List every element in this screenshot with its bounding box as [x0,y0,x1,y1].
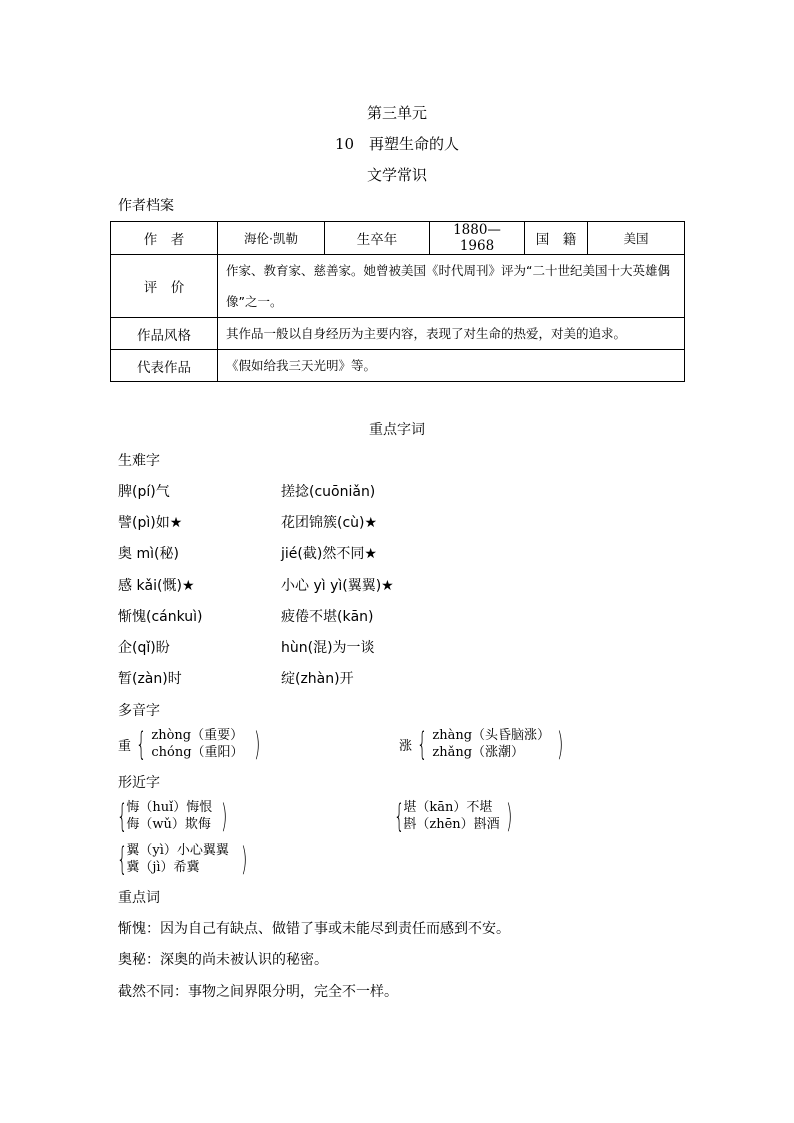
left-brace: { [136,725,147,763]
lesson-title [0,133,794,154]
key-word-definition: 惭愧：因为自己有缺点、做错了事或未能尽到责任而感到不安。 [118,921,510,937]
hard-char-item: 譬(pì)如★ [118,515,183,532]
right-paren: ) [221,797,228,835]
similar-group [112,842,251,876]
similar-heading: 形近字 [118,775,160,791]
similar-line: 冀（jì）希冀 [126,860,200,875]
hard-char-item: hùn(混)为一谈 [281,640,375,656]
reading: zhàng（头昏脑涨） [432,728,551,743]
style-value: 其作品一般以自身经历为主要内容，表现了对生命的热爱，对美的追求。 [218,318,685,350]
hard-char-item: 奥 mì(秘) [118,546,179,563]
polyphone-group [118,727,264,761]
section-key-words: 重点字词 [369,422,425,438]
unit-title: 第三单元 [366,104,427,122]
left-brace: { [117,797,128,835]
lesson-number: 10 [334,135,355,153]
right-paren: ) [241,840,248,878]
author-profile-table [110,221,685,382]
hard-char-item: 暂(zàn)时 [118,671,182,688]
reading: chóng（重阳） [151,745,244,760]
hard-char-item: 感 kǎi(慨)★ [118,577,195,594]
similar-group [112,799,231,833]
polyphone-heading: 多音字 [118,703,160,719]
lesson-name: 再塑生命的人 [369,135,460,153]
works-value: 《假如给我三天光明》等。 [218,350,685,382]
reading: zhòng（重要） [151,728,244,743]
author-value: 海伦·凯勒 [218,222,325,255]
right-paren: ) [254,725,261,763]
key-word-definition: 截然不同：事物之间界限分明，完全不一样。 [118,984,398,1000]
reading: zhǎng（涨潮） [432,745,525,760]
hard-char-item: 搓捻(cuōniǎn) [281,484,376,500]
similar-line: 翼（yì）小心翼翼 [126,843,229,858]
key-words-heading: 重点词 [118,890,160,906]
hard-chars-heading: 生难字 [118,453,160,469]
profile-heading: 作者档案 [118,198,174,214]
section-literature: 文学常识 [366,166,427,184]
hard-char-item: 花团锦簇(cù)★ [281,515,378,532]
evaluation-label: 评 价 [111,255,218,318]
polyphone-group [399,727,567,761]
similar-line: 堪（kān）不堪 [403,800,493,815]
left-brace: { [417,725,428,763]
years-label: 生卒年 [325,222,430,255]
polyphone-char: 涨 [399,738,413,754]
key-word-definition: 奥秘：深奥的尚未被认识的秘密。 [118,952,328,968]
similar-line: 斟（zhēn）斟酒 [403,817,500,832]
similar-line: 侮（wǔ）欺侮 [126,817,211,832]
left-brace: { [394,797,405,835]
similar-line: 悔（huǐ）悔恨 [126,800,213,815]
polyphone-char: 重 [118,738,132,754]
similar-group [389,799,516,833]
evaluation-value: 作家、教育家、慈善家。她曾被美国《时代周刊》评为“二十世纪美国十大英雄偶像”之一。 [218,255,685,318]
style-label: 作品风格 [111,318,218,350]
hard-char-item: 疲倦不堪(kān) [281,608,374,625]
nationality-value: 美国 [588,222,685,255]
nationality-label: 国 籍 [525,222,588,255]
hard-char-item: 惭愧(cánkuì) [118,608,203,625]
hard-char-item: 小心 yì yì(翼翼)★ [281,577,394,594]
hard-char-item: jié(截)然不同★ [281,546,377,563]
years-value: 1880—1968 [430,222,525,255]
right-paren: ) [506,797,513,835]
author-label: 作 者 [111,222,218,255]
left-brace: { [117,840,128,878]
hard-char-item: 绽(zhàn)开 [281,671,354,688]
hard-char-item: 企(qǐ)盼 [118,640,170,656]
right-paren: ) [557,725,564,763]
hard-char-item: 脾(pí)气 [118,484,170,500]
works-label: 代表作品 [111,350,218,382]
